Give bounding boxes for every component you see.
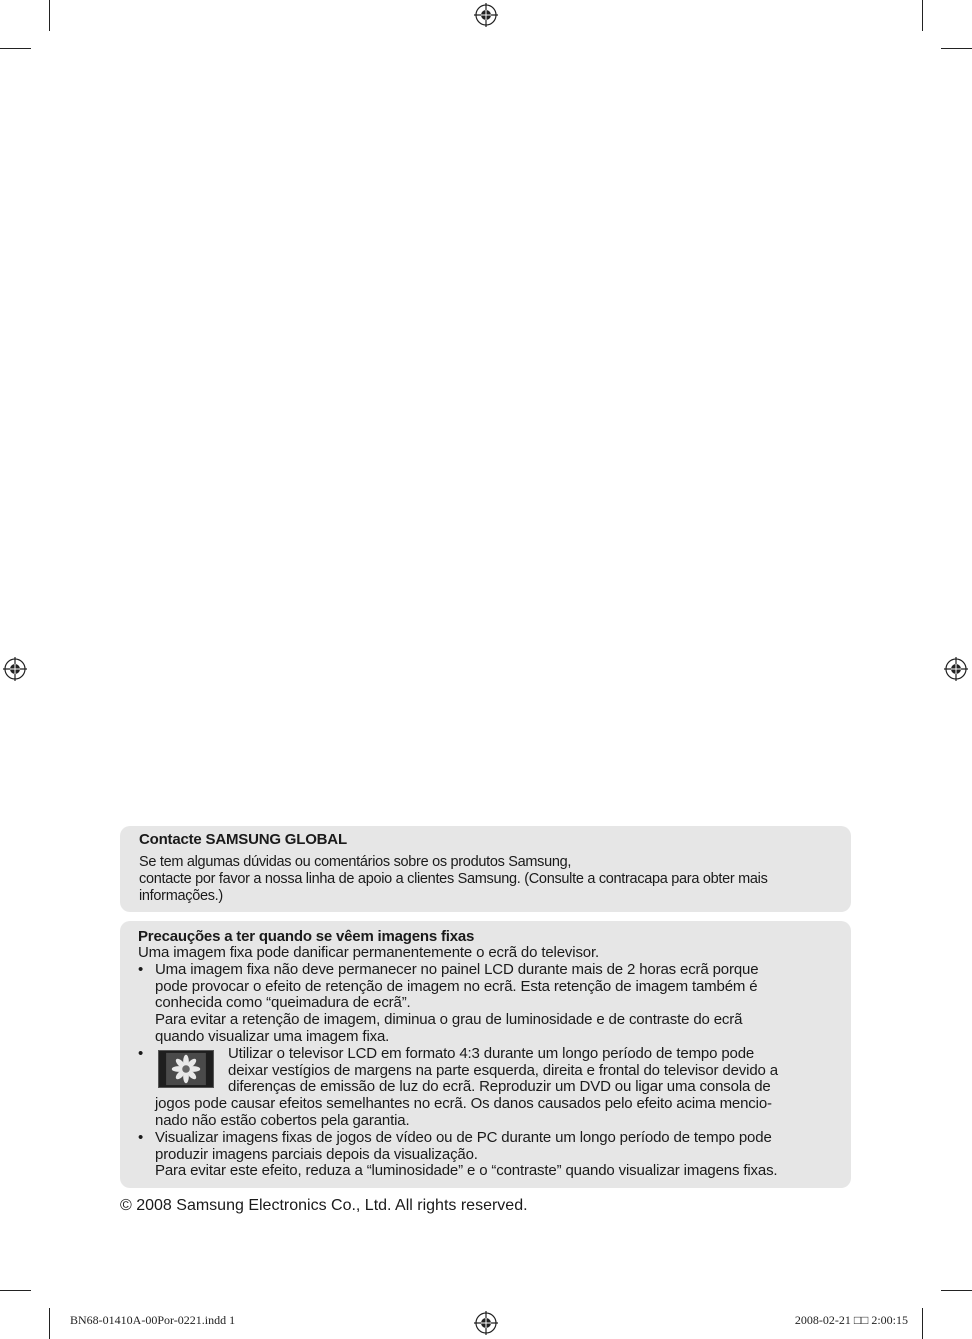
crop-mark (0, 1290, 31, 1291)
bullet-line: jogos pode causar efeitos semelhantes no ecrã. Os danos causados pelo efeito acima mencio- (155, 1095, 772, 1113)
bullet-line: nado não estão cobertos pela garantia. (155, 1111, 410, 1129)
crop-mark (0, 48, 31, 49)
bullet-icon: • (138, 1044, 144, 1062)
footer-timestamp: 2008-02-21 □□ 2:00:15 (794, 1313, 908, 1327)
bullet-line: pode provocar o efeito de retenção de imagem no ecrã. Esta retenção de imagem também é (155, 977, 758, 995)
crop-mark (941, 48, 972, 49)
bullet-line: deixar vestígios de margens na parte esquerda, direita e frontal do televisor devido a (228, 1061, 778, 1079)
contact-line: informações.) (139, 888, 223, 904)
footer-file-name: BN68-01410A-00Por-0221.indd 1 (70, 1313, 236, 1327)
crop-mark (49, 0, 50, 31)
crop-mark (922, 1308, 923, 1339)
precautions-intro: Uma imagem fixa pode danificar permanentemente o ecrã do televisor. (138, 944, 600, 961)
bullet-line: quando visualizar uma imagem fixa. (155, 1027, 390, 1045)
precautions-title: Precauções a ter quando se vêem imagens fixas (138, 928, 475, 945)
bullet-line: diferenças de emissão de luz do ecrã. Reproduzir um DVD ou ligar uma consola de (228, 1078, 771, 1096)
bullet-line: produzir imagens parciais depois da visualização. (155, 1145, 478, 1163)
precaution-bullet-3 (138, 1130, 833, 1180)
bullet-line: Uma imagem fixa não deve permanecer no painel LCD durante mais de 2 horas ecrã porque (155, 960, 759, 978)
registration-mark-icon (3, 657, 27, 681)
registration-mark-icon (474, 1311, 498, 1335)
crop-mark (922, 0, 923, 31)
bullet-icon: • (138, 1128, 144, 1146)
contact-title: Contacte SAMSUNG GLOBAL (139, 831, 347, 848)
registration-mark-icon (474, 3, 498, 27)
precaution-bullet-2 (138, 1046, 833, 1130)
bullet-line: conhecida como “queimadura de ecrã”. (155, 994, 411, 1012)
bullet-icon: • (138, 960, 144, 978)
bullet-line: Visualizar imagens fixas de jogos de vídeo ou de PC durante um longo período de tempo pode (155, 1128, 772, 1146)
bullet-line: Utilizar o televisor LCD em formato 4:3 durante um longo período de tempo pode (228, 1044, 755, 1062)
registration-mark-icon (944, 657, 968, 681)
contact-line: contacte por favor a nossa linha de apoio a clientes Samsung. (Consulte a contracapa para obter mais (139, 871, 768, 887)
crop-mark (941, 1290, 972, 1291)
bullet-line: Para evitar a retenção de imagem, diminua o grau de luminosidade e de contraste do ecrã (155, 1011, 743, 1029)
contact-box (120, 826, 851, 912)
precaution-bullet-1 (138, 962, 833, 1046)
copyright-text: © 2008 Samsung Electronics Co., Ltd. All rights reserved. (120, 1197, 528, 1214)
precautions-box (120, 921, 851, 1188)
tv-flower-image-icon (158, 1050, 214, 1088)
crop-mark (49, 1308, 50, 1339)
image-text-block (155, 1046, 833, 1096)
bullet-line: Para evitar este efeito, reduza a “luminosidade” e o “contraste” quando visualizar imagens fixas. (155, 1162, 778, 1180)
contact-line: Se tem algumas dúvidas ou comentários sobre os produtos Samsung, (139, 854, 572, 870)
